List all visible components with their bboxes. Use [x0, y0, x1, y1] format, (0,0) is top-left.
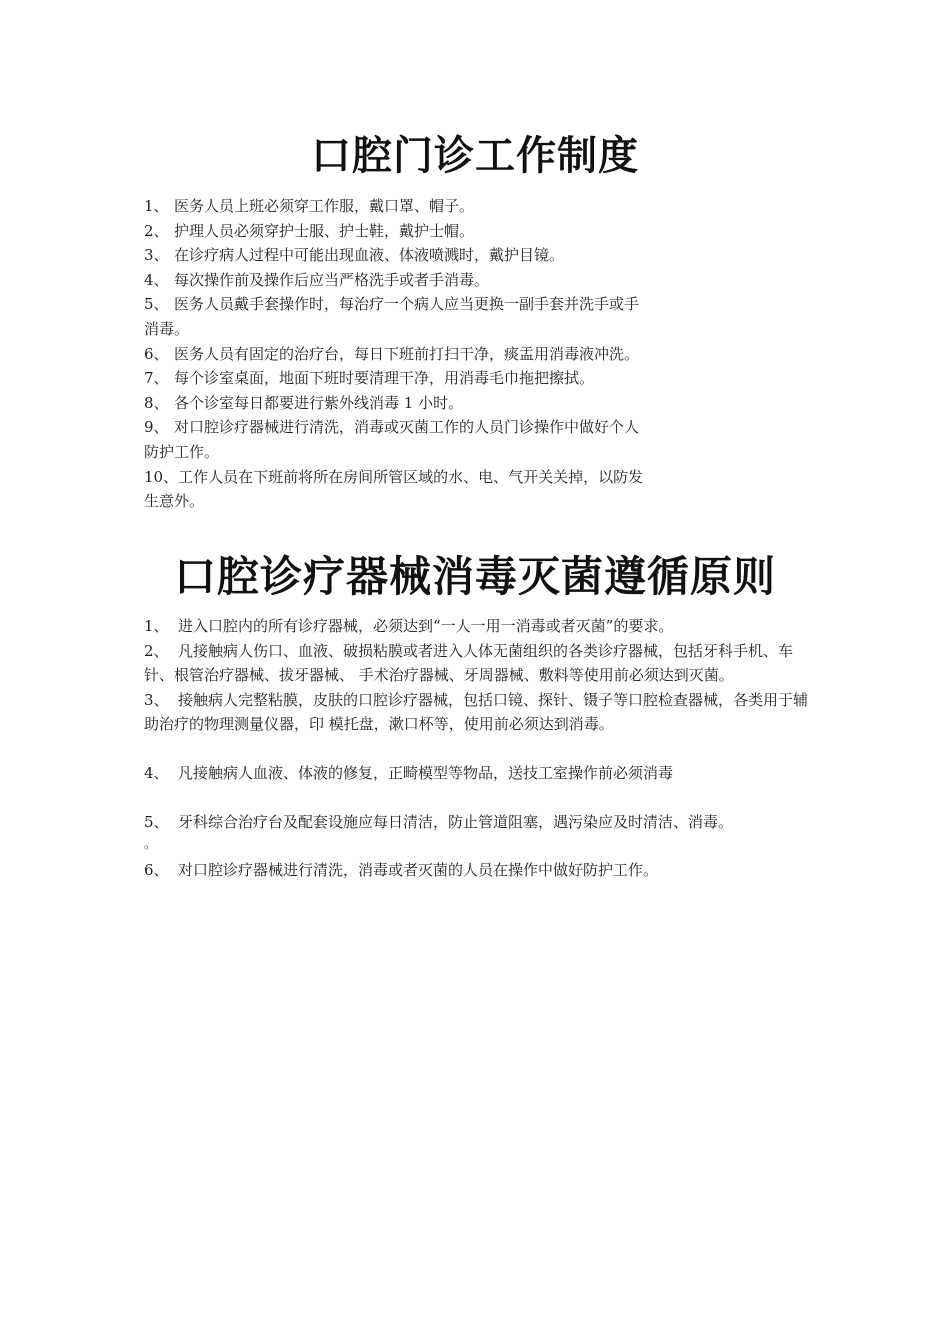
- list-item: [144, 465, 644, 514]
- spacer: [144, 737, 808, 761]
- item-text: 医务人员上班必须穿工作服，戴口罩、帽子。: [174, 197, 475, 215]
- list-item: [144, 858, 808, 883]
- item-text: 牙科综合治疗台及配套设施应每日清洁，防止管道阻塞，遇污染应及时清洁、消毒。: [178, 812, 734, 831]
- item-number: 2、: [144, 221, 169, 240]
- list-item: [144, 268, 644, 293]
- list-item: [144, 194, 644, 219]
- item-number: 3、: [144, 690, 169, 709]
- item-number: 4、: [144, 763, 169, 782]
- list-item: [144, 243, 644, 268]
- item-number: 6、: [144, 344, 169, 363]
- list-item: [144, 614, 808, 639]
- section-1-title: 口腔门诊工作制度: [311, 133, 639, 179]
- item-text: 医务人员戴手套操作时，每治疗一个病人应当更换一副手套并洗手或手消毒。: [144, 295, 640, 338]
- section-1-list: [144, 194, 644, 514]
- item-text: 每次操作前及操作后应当严格洗手或者手消毒。: [174, 270, 490, 289]
- list-item: [144, 639, 808, 688]
- item-text: 对口腔诊疗器械进行清洗，消毒或者灭菌的人员在操作中做好防护工作。: [178, 861, 659, 880]
- item-number: 6、: [144, 861, 169, 880]
- item-text: 每个诊室桌面，地面下班时要清理干净，用消毒毛巾拖把擦拭。: [174, 369, 595, 388]
- stray-punctuation: 。: [144, 837, 157, 852]
- section-2-list: [144, 614, 808, 883]
- item-number: 5、: [144, 812, 169, 831]
- item-text: 各个诊室每日都要进行紫外线消毒 1 小时。: [174, 393, 464, 412]
- item-text: 医务人员有固定的治疗台，每日下班前打扫干净，痰盂用消毒液冲洗。: [174, 344, 640, 363]
- item-text: 凡接触病人伤口、血液、破损粘膜或者进入人体无菌组织的各类诊疗器械，包括牙科手机、车针、根管治疗器械、拔牙器械、 手术治疗器械、牙周器械、敷料等使用前必须达到灭菌。: [144, 641, 794, 685]
- item-number: 3、: [144, 246, 169, 265]
- item-number: 8、: [144, 393, 169, 412]
- list-item: [144, 810, 808, 835]
- list-item: [144, 219, 644, 244]
- item-text: 对口腔诊疗器械进行清洗，消毒或灭菌工作的人员门诊操作中做好个人防护工作。: [144, 418, 640, 461]
- item-text: 凡接触病人血液、体液的修复，正畸模型等物品，送技工室操作前必须消毒: [178, 763, 674, 782]
- item-text: 接触病人完整粘膜，皮肤的口腔诊疗器械，包括口镜、探针、镊子等口腔检查器械，各类用于辅助治疗的物理测量仪器，印 模托盘，漱口杯等，使用前必须达到消毒。: [144, 690, 809, 734]
- list-item: [144, 366, 644, 391]
- item-text: 护理人员必须穿护士服、护士鞋，戴护士帽。: [174, 221, 475, 240]
- list-item: [144, 761, 808, 786]
- item-number: 10、: [144, 467, 179, 486]
- section-2-title: 口腔诊疗器械消毒灭菌遵循原则: [173, 552, 776, 601]
- list-item: [144, 342, 644, 367]
- item-text: 在诊疗病人过程中可能出现血液、体液喷溅时，戴护目镜。: [174, 246, 565, 265]
- item-number: 2、: [144, 641, 169, 660]
- item-text: 进入口腔内的所有诊疗器械，必须达到“一人一用一消毒或者灭菌”的要求。: [178, 617, 674, 635]
- list-item: [144, 415, 644, 464]
- item-text: 工作人员在下班前将所在房间所管区域的水、电、气开关关掉，以防发生意外。: [144, 467, 644, 511]
- spacer: [144, 786, 808, 810]
- list-item: [144, 688, 808, 737]
- item-number: 1、: [144, 197, 169, 215]
- list-item: [144, 292, 644, 341]
- list-item: [144, 391, 644, 416]
- item-number: 4、: [144, 270, 169, 289]
- item-number: 9、: [144, 418, 169, 437]
- item-number: 5、: [144, 295, 169, 314]
- item-number: 7、: [144, 369, 169, 388]
- item-number: 1、: [144, 617, 169, 635]
